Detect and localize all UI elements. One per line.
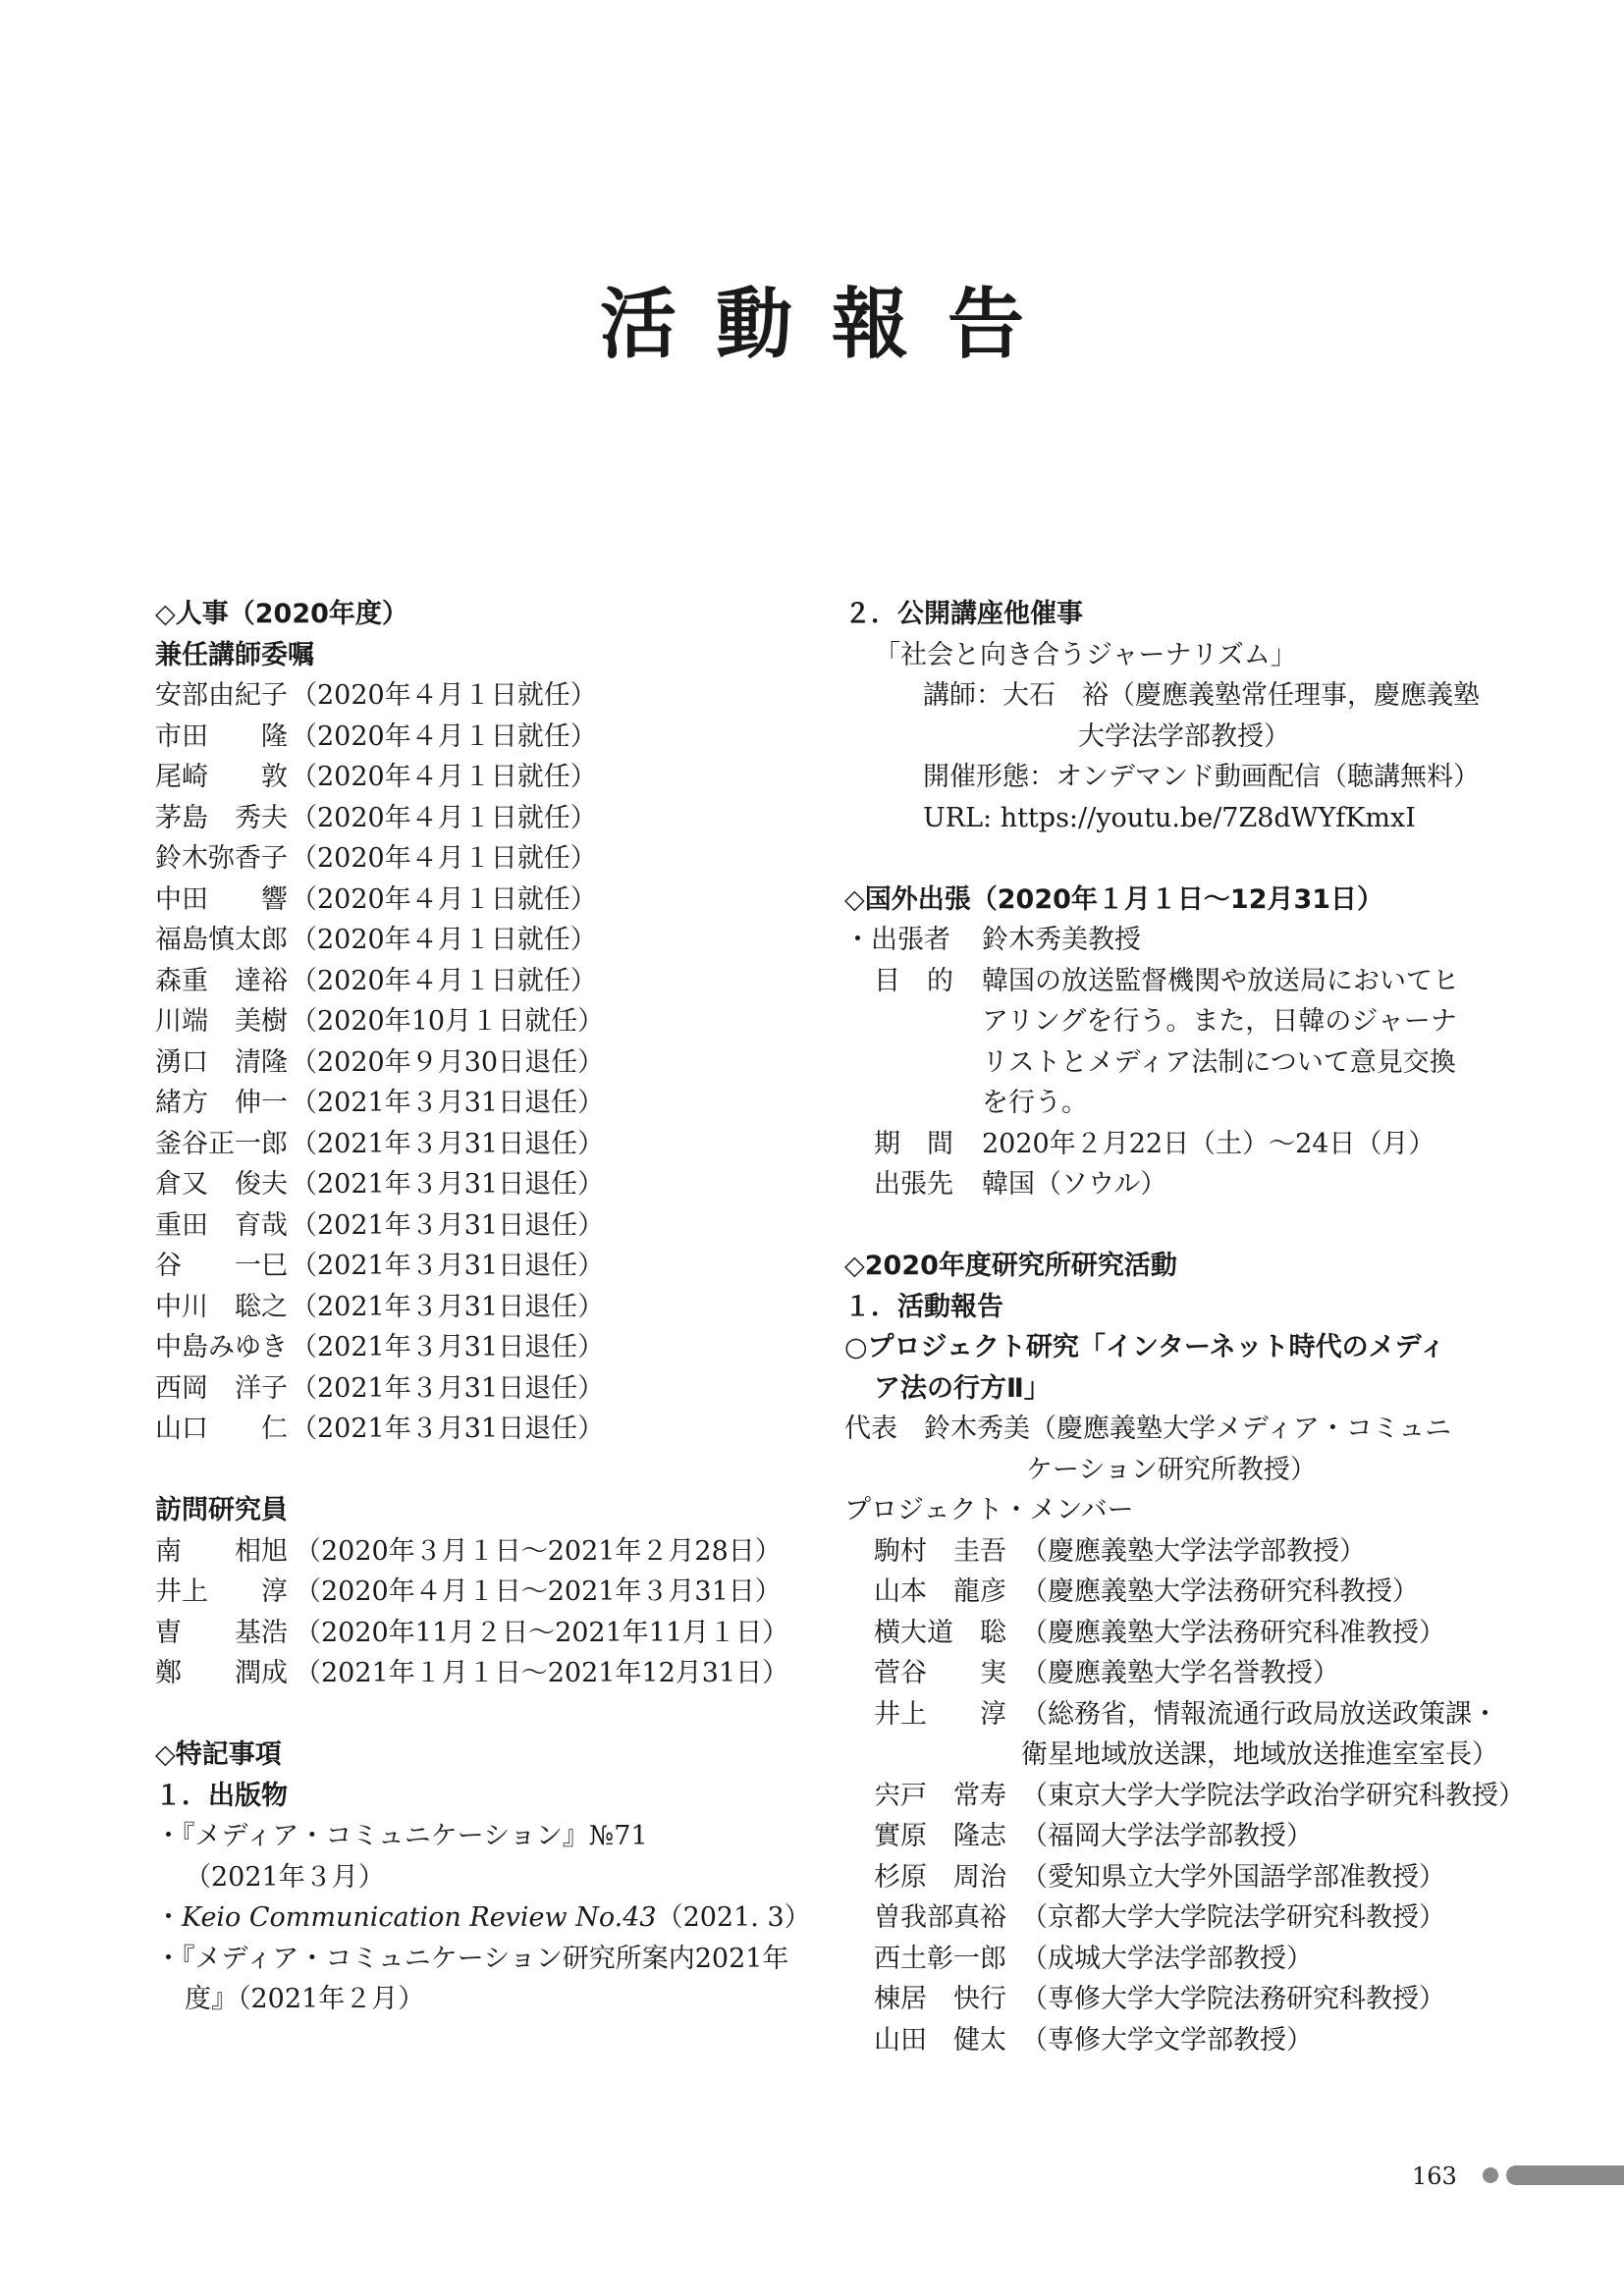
- member-row-name: 山田 健太: [874, 2024, 1006, 2056]
- adjunct-row-detail: （2021年３月31日退任）: [291, 1372, 605, 1404]
- adjunct-row: [155, 1001, 784, 1042]
- member-row: [844, 1979, 1473, 2020]
- adjunct-row-name: 谷 一巳: [155, 1251, 288, 1281]
- adjunct-row-name: 鈴木弥香子: [155, 843, 288, 874]
- adjunct-row-name: 川端 美樹: [155, 1006, 288, 1037]
- publication-item: [155, 1897, 811, 1939]
- adjunct-row-detail: （2020年４月１日就任）: [291, 965, 597, 996]
- visiting-row-detail: （2021年１月１日～2021年12月31日）: [295, 1658, 789, 1688]
- member-row: [844, 1939, 1473, 1980]
- left-column: [155, 594, 811, 2020]
- member-row-name: 横大道 聡: [874, 1617, 1006, 1648]
- adjunct-row: [155, 1042, 784, 1084]
- member-row-name: 杉原 周治: [874, 1861, 1006, 1893]
- member-row-detail: （総務省，情報流通行政局放送政策課・: [1021, 1698, 1498, 1730]
- member-row: [844, 1816, 1473, 1857]
- member-row: [844, 2020, 1473, 2061]
- member-row: [844, 1857, 1473, 1898]
- visiting-row-name: 南 相旭: [155, 1535, 288, 1567]
- publication-title: Keio Communication Review No.43: [182, 1902, 657, 1933]
- adjunct-row-detail: （2021年３月31日退任）: [291, 1332, 605, 1362]
- visiting-row-name: 鄭 潤成: [155, 1658, 288, 1688]
- period-value: 2020年２月22日（土）～24日（月）: [982, 1128, 1435, 1159]
- member-row-name: 菅谷 実: [874, 1658, 1006, 1688]
- adjunct-row: [155, 1246, 784, 1287]
- adjunct-row-name: 西岡 洋子: [155, 1372, 288, 1404]
- member-row-name: 駒村 圭吾: [874, 1535, 1006, 1567]
- visiting-row: [155, 1653, 789, 1694]
- adjunct-row: [155, 757, 784, 798]
- traveler-value: 鈴木秀美教授: [982, 925, 1141, 955]
- personnel-heading: ◇人事（2020年度）: [155, 599, 408, 629]
- lecture-title: 「社会と向き合うジャーナリズム」: [874, 639, 1297, 670]
- page-bar-ornament: [1506, 2165, 1624, 2185]
- adjunct-row-name: 安部由紀子: [155, 680, 288, 711]
- adjunct-row-name: 市田 隆: [155, 721, 288, 752]
- adjunct-row-name: 湧口 清隆: [155, 1046, 288, 1078]
- member-row-detail: （慶應義塾大学法務研究科教授）: [1021, 1576, 1419, 1607]
- purpose-line: アリングを行う。また，日韓のジャーナ: [982, 1006, 1457, 1037]
- member-row-name: 棟居 快行: [874, 1984, 1006, 2014]
- activity-heading: １．活動報告: [844, 1291, 1003, 1322]
- visiting-heading: 訪問研究員: [155, 1495, 288, 1525]
- visiting-row: [155, 1531, 784, 1573]
- traveler-label: ・出張者: [844, 925, 950, 955]
- adjunct-row: [155, 961, 784, 1002]
- member-row: [844, 1735, 1498, 1776]
- member-row-detail: （東京大学大学院法学政治学研究科教授）: [1021, 1780, 1525, 1811]
- member-row-name: 曽我部真裕: [874, 1902, 1006, 1933]
- visiting-list: [155, 1531, 789, 1694]
- adjunct-row-detail: （2020年10月１日就任）: [291, 1006, 605, 1037]
- member-row: [844, 1613, 1473, 1654]
- adjunct-row-detail: （2021年３月31日退任）: [291, 1291, 605, 1322]
- page-number: 163: [1412, 2163, 1457, 2190]
- publication-date: （2021. 3）: [656, 1902, 811, 1933]
- adjunct-row: [155, 717, 784, 758]
- adjunct-row: [155, 1287, 784, 1328]
- member-row-name: 宍戸 常寿: [874, 1780, 1006, 1811]
- adjunct-row: [155, 880, 784, 921]
- project-representative-cont: ケーション研究所教授）: [1026, 1454, 1317, 1485]
- project-representative: 代表 鈴木秀美（慶應義塾大学メディア・コミュニ: [844, 1414, 1452, 1444]
- adjunct-heading: 兼任講師委嘱: [155, 639, 314, 670]
- adjunct-row: [155, 1124, 784, 1165]
- adjunct-row-name: 重田 育哉: [155, 1209, 288, 1241]
- adjunct-row-detail: （2020年９月30日退任）: [291, 1046, 605, 1078]
- publication-item: ・『メディア・コミュニケーション』№71: [155, 1821, 648, 1851]
- lecture-format: 開催形態：オンデマンド動画配信（聴講無料）: [923, 762, 1480, 792]
- member-row-detail: 衛星地域放送課，地域放送推進室室長）: [1021, 1739, 1498, 1770]
- visiting-row-detail: （2020年３月１日～2021年２月28日）: [295, 1535, 782, 1567]
- member-row-detail: （成城大学法学部教授）: [1021, 1943, 1313, 1974]
- member-row-detail: （慶應義塾大学名誉教授）: [1021, 1658, 1339, 1688]
- adjunct-row: [155, 1409, 784, 1450]
- member-list: [844, 1531, 1525, 2061]
- lecturer: 講師：大石 裕（慶應義塾常任理事，慶應義塾: [923, 680, 1480, 711]
- trip-traveler: [844, 920, 1473, 961]
- adjunct-row-detail: （2020年４月１日就任）: [291, 721, 597, 752]
- members-heading: プロジェクト・メンバー: [844, 1495, 1134, 1525]
- trip-heading: ◇国外出張（2020年１月１日～12月31日）: [844, 883, 1384, 915]
- purpose-line: リストとメディア法制について意見交換: [982, 1046, 1456, 1078]
- member-row-detail: （専修大学文学部教授）: [1021, 2024, 1313, 2056]
- adjunct-row-name: 中川 聡之: [155, 1291, 288, 1322]
- member-row-detail: （慶應義塾大学法務研究科准教授）: [1021, 1617, 1445, 1648]
- member-row-detail: （京都大学大学院法学研究科教授）: [1021, 1902, 1445, 1933]
- visiting-row: [155, 1613, 789, 1654]
- purpose-label: 目 的: [874, 965, 953, 996]
- destination-value: 韓国（ソウル）: [982, 1169, 1167, 1200]
- member-row: [844, 1776, 1525, 1817]
- adjunct-row: [155, 798, 784, 839]
- trip-period: [844, 1124, 1473, 1165]
- lecture-heading: ２．公開講座他催事: [844, 599, 1083, 629]
- adjunct-row: [155, 1164, 784, 1205]
- adjunct-row-name: 中田 響: [155, 883, 288, 915]
- adjunct-row: [155, 1083, 784, 1124]
- visiting-row-detail: （2020年４月１日～2021年３月31日）: [295, 1576, 782, 1607]
- adjunct-row-name: 中島みゆき: [155, 1332, 288, 1362]
- adjunct-row-name: 森重 達裕: [155, 965, 288, 996]
- project-title: ○プロジェクト研究「インターネット時代のメディ: [844, 1332, 1446, 1362]
- adjunct-row-name: 福島慎太郎: [155, 925, 288, 955]
- member-row-detail: （慶應義塾大学法学部教授）: [1021, 1535, 1366, 1567]
- adjunct-row-detail: （2021年３月31日退任）: [291, 1088, 605, 1118]
- adjunct-row-detail: （2020年４月１日就任）: [291, 802, 597, 833]
- adjunct-row-name: 山口 仁: [155, 1414, 288, 1444]
- research-heading: ◇2020年度研究所研究活動: [844, 1251, 1177, 1281]
- publication-item-cont: 度』（2021年２月）: [185, 1984, 425, 2014]
- right-column: [844, 594, 1525, 2060]
- visiting-row: [155, 1572, 784, 1613]
- adjunct-row-detail: （2020年４月１日就任）: [291, 762, 597, 792]
- adjunct-row-detail: （2021年３月31日退任）: [291, 1209, 605, 1241]
- member-row-detail: （愛知県立大学外国語学部准教授）: [1021, 1861, 1445, 1893]
- member-row-name: 山本 龍彦: [874, 1576, 1006, 1607]
- lecturer-cont: 大学法学部教授）: [1078, 721, 1290, 752]
- adjunct-row: [155, 838, 784, 880]
- visiting-row-name: 曺 基浩: [155, 1617, 288, 1648]
- adjunct-row: [155, 920, 784, 961]
- member-row-detail: （福岡大学法学部教授）: [1021, 1821, 1313, 1851]
- adjunct-row-name: 尾崎 敦: [155, 762, 288, 792]
- page-dot-ornament: [1483, 2167, 1498, 2183]
- special-heading: ◇特記事項: [155, 1739, 282, 1770]
- member-row: [844, 1531, 1473, 1573]
- adjunct-row-detail: （2020年４月１日就任）: [291, 843, 597, 874]
- publications-heading: １．出版物: [155, 1780, 288, 1811]
- member-row: [844, 1694, 1498, 1735]
- period-label: 期 間: [874, 1128, 953, 1159]
- member-row: [844, 1572, 1473, 1613]
- publication-item: ・『メディア・コミュニケーション研究所案内2021年: [155, 1943, 789, 1974]
- adjunct-row-name: 倉又 俊夫: [155, 1169, 288, 1200]
- publication-item-cont: （2021年３月）: [185, 1861, 385, 1893]
- member-row: [844, 1653, 1473, 1694]
- adjunct-row-detail: （2021年３月31日退任）: [291, 1128, 605, 1159]
- trip-purpose: [844, 961, 1473, 1002]
- adjunct-row: [155, 1205, 784, 1247]
- adjunct-row-detail: （2020年４月１日就任）: [291, 680, 597, 711]
- member-row-name: 西土彰一郎: [874, 1943, 1006, 1974]
- adjunct-row-detail: （2021年３月31日退任）: [291, 1414, 605, 1444]
- visiting-row-detail: （2020年11月２日～2021年11月１日）: [295, 1617, 789, 1648]
- adjunct-row-name: 茅島 秀夫: [155, 802, 288, 833]
- publication-bullet: ・: [155, 1902, 182, 1933]
- adjunct-row-detail: （2021年３月31日退任）: [291, 1251, 605, 1281]
- adjunct-row-name: 緒方 伸一: [155, 1088, 288, 1118]
- adjunct-row-name: 釜谷正一郎: [155, 1128, 288, 1159]
- purpose-line: を行う。: [982, 1088, 1088, 1118]
- trip-destination: [844, 1164, 1473, 1205]
- adjunct-list: [155, 675, 784, 1450]
- member-row-detail: （専修大学大学院法務研究科教授）: [1021, 1984, 1445, 2014]
- adjunct-row-detail: （2020年４月１日就任）: [291, 925, 597, 955]
- member-row: [844, 1897, 1473, 1939]
- adjunct-row: [155, 1368, 784, 1410]
- purpose-line: 韓国の放送監督機関や放送局においてヒ: [982, 965, 1459, 996]
- adjunct-row: [155, 675, 784, 717]
- adjunct-row: [155, 1327, 784, 1368]
- destination-label: 出張先: [874, 1169, 953, 1200]
- adjunct-row-detail: （2021年３月31日退任）: [291, 1169, 605, 1200]
- adjunct-row-detail: （2020年４月１日就任）: [291, 883, 597, 915]
- lecture-url: URL: https://youtu.be/7Z8dWYfKmxI: [923, 802, 1416, 833]
- member-row-name: 實原 隆志: [874, 1821, 1006, 1851]
- project-title-cont: ア法の行方Ⅱ」: [874, 1372, 1051, 1404]
- visiting-row-name: 井上 淳: [155, 1576, 288, 1607]
- member-row-name: 井上 淳: [874, 1698, 1006, 1730]
- page-title: 活動報告: [599, 280, 1063, 369]
